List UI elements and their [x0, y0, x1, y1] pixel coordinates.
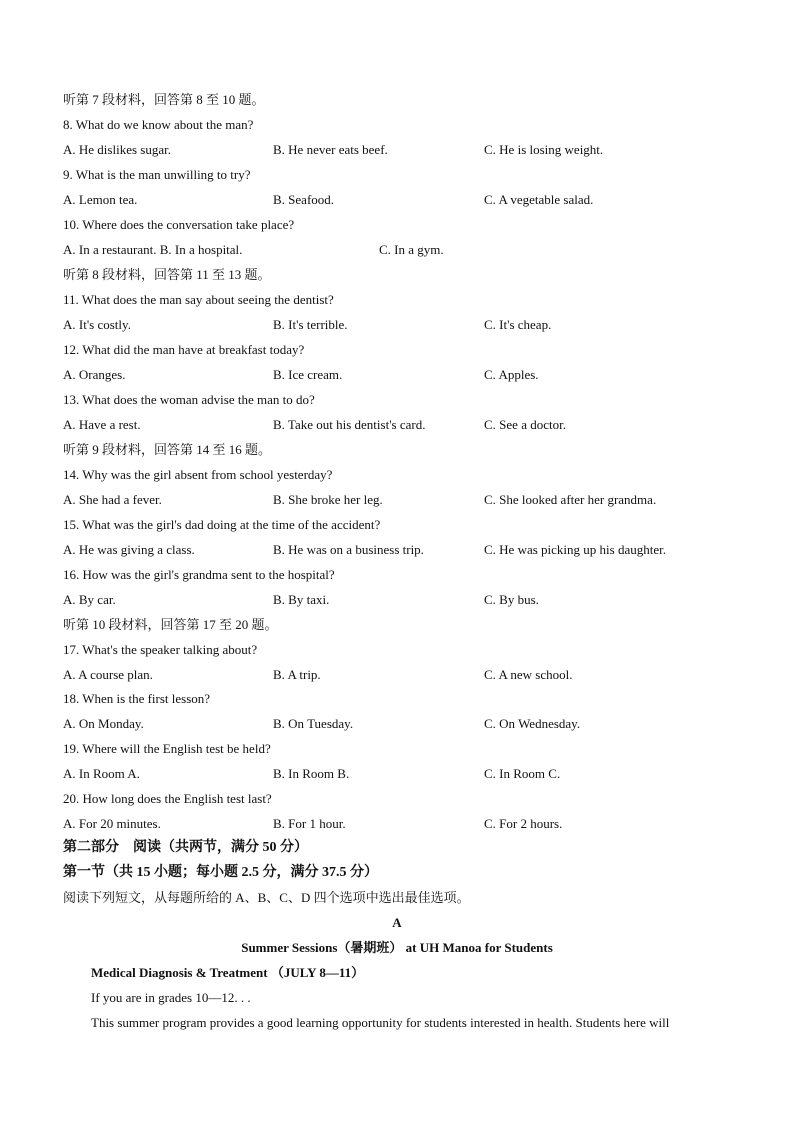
option-b: B. By taxi. [273, 592, 330, 607]
question-text: 11. What does the man say about seeing the dentist? [63, 292, 334, 307]
question-text: 18. When is the first lesson? [63, 691, 211, 706]
option-c: C. See a doctor. [484, 417, 566, 432]
option-a: A. Oranges. [63, 367, 126, 382]
option-c: C. For 2 hours. [484, 816, 563, 831]
option-a: A. Have a rest. [63, 417, 141, 432]
option-a: A. By car. [63, 592, 116, 607]
option-b: B. On Tuesday. [273, 716, 354, 731]
section-heading: 第一节（共 15 小题；每小题 2.5 分，满分 37.5 分） [63, 865, 378, 880]
reading-instruction: 阅读下列短文，从每题所给的 A、B、C、D 四个选项中选出最佳选项。 [63, 890, 470, 905]
option-b: B. For 1 hour. [273, 816, 346, 831]
passage-letter: A [392, 915, 402, 930]
question-text: 20. How long does the English test last? [63, 791, 272, 806]
section-instruction: 听第 9 段材料，回答第 14 至 16 题。 [63, 442, 272, 457]
section-instruction: 听第 7 段材料，回答第 8 至 10 题。 [63, 92, 265, 107]
option-c: C. On Wednesday. [484, 716, 581, 731]
option-b: B. Take out his dentist's card. [273, 417, 426, 432]
option-a: A. He dislikes sugar. [63, 142, 171, 157]
passage-subheading: Medical Diagnosis & Treatment （JULY 8—11） [91, 965, 365, 980]
option-a: A. On Monday. [63, 716, 144, 731]
question-text: 19. Where will the English test be held? [63, 741, 271, 756]
option-b: B. He never eats beef. [273, 142, 388, 157]
option-c: C. It's cheap. [484, 317, 552, 332]
question-text: 16. How was the girl's grandma sent to the hospital? [63, 567, 335, 582]
option-b: B. Seafood. [273, 192, 335, 207]
passage-line: This summer program provides a good learning opportunity for students interested in health. Students here will [91, 1015, 670, 1030]
question-text: 9. What is the man unwilling to try? [63, 167, 251, 182]
section-instruction: 听第 10 段材料，回答第 17 至 20 题。 [63, 617, 278, 632]
option-a: A. In Room A. [63, 766, 140, 781]
option-a: A. Lemon tea. [63, 192, 138, 207]
option-a: A. He was giving a class. [63, 542, 195, 557]
option-c: C. A new school. [484, 667, 573, 682]
option-c: C. A vegetable salad. [484, 192, 594, 207]
option-b: B. It's terrible. [273, 317, 348, 332]
passage-line: If you are in grades 10—12. . . [91, 990, 251, 1005]
question-text: 17. What's the speaker talking about? [63, 642, 258, 657]
option-c: C. Apples. [484, 367, 539, 382]
option-a: A. A course plan. [63, 667, 153, 682]
section-instruction: 听第 8 段材料，回答第 11 至 13 题。 [63, 267, 271, 282]
question-text: 14. Why was the girl absent from school yesterday? [63, 467, 333, 482]
option-a: A. For 20 minutes. [63, 816, 161, 831]
option-a: A. She had a fever. [63, 492, 162, 507]
option-c: C. In Room C. [484, 766, 561, 781]
option-c: C. By bus. [484, 592, 539, 607]
option-b: B. In Room B. [273, 766, 350, 781]
option-a: A. In a restaurant. B. In a hospital. [63, 242, 243, 257]
question-text: 12. What did the man have at breakfast today? [63, 342, 305, 357]
option-b: B. She broke her leg. [273, 492, 383, 507]
passage-title: Summer Sessions（暑期班） at UH Manoa for Students [241, 940, 553, 955]
option-b: B. A trip. [273, 667, 321, 682]
part-heading: 第二部分 阅读（共两节，满分 50 分） [63, 840, 308, 855]
question-text: 13. What does the woman advise the man to do? [63, 392, 315, 407]
option-b: B. Ice cream. [273, 367, 343, 382]
option-b: B. He was on a business trip. [273, 542, 424, 557]
option-c: C. He was picking up his daughter. [484, 542, 666, 557]
option-c: C. She looked after her grandma. [484, 492, 657, 507]
option-a: A. It's costly. [63, 317, 131, 332]
option-c: C. He is losing weight. [484, 142, 604, 157]
question-text: 8. What do we know about the man? [63, 117, 254, 132]
question-text: 15. What was the girl's dad doing at the time of the accident? [63, 517, 381, 532]
question-text: 10. Where does the conversation take place? [63, 217, 295, 232]
option-c: C. In a gym. [379, 242, 444, 257]
